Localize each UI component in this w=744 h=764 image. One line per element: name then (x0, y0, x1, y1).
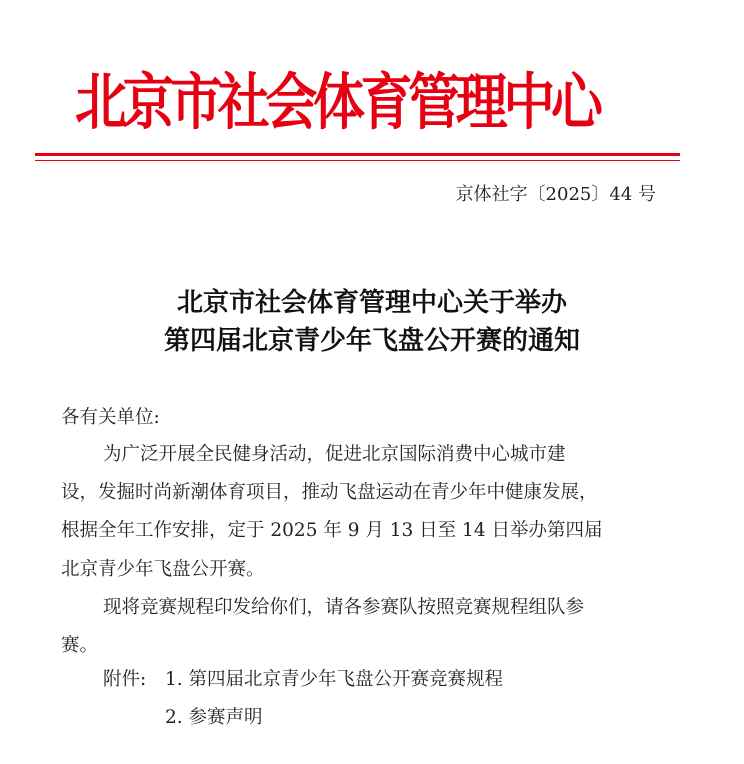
document-title-line-2: 第四届北京青少年飞盘公开赛的通知 (163, 326, 580, 356)
document-title (60, 284, 684, 360)
document-number: 京体社字〔2025〕44 号 (455, 184, 656, 205)
header-divider-thin (35, 160, 680, 161)
document-title-line-1: 北京市社会体育管理中心关于举办 (176, 288, 567, 318)
salutation: 各有关单位: (61, 407, 160, 428)
attachment-item: 1. 第四届北京青少年飞盘公开赛竞赛规程 (165, 669, 504, 690)
paragraph-1-line: 为广泛开展全民健身活动，促进北京国际消费中心城市建 (103, 444, 566, 465)
paragraph-1-line: 根据全年工作安排，定于 2025 年 9 月 13 日至 14 日举办第四届 (61, 520, 603, 542)
header-divider-thick (35, 153, 680, 156)
paragraph-2-line: 现将竞赛规程印发给你们，请各参赛队按照竞赛规程组队参 (103, 596, 585, 618)
attachments-label: 附件: (103, 669, 147, 690)
org-header-title: 北京市社会体育管理中心 (75, 67, 599, 138)
paragraph-1-line: 北京青少年飞盘公开赛。 (61, 558, 265, 580)
attachment-item: 2. 参赛声明 (165, 707, 263, 728)
paragraph-1-line: 设，发掘时尚新潮体育项目，推动飞盘运动在青少年中健康发展， (61, 482, 598, 504)
body-paragraphs (61, 436, 673, 665)
paragraph-2-line: 赛。 (61, 635, 99, 657)
